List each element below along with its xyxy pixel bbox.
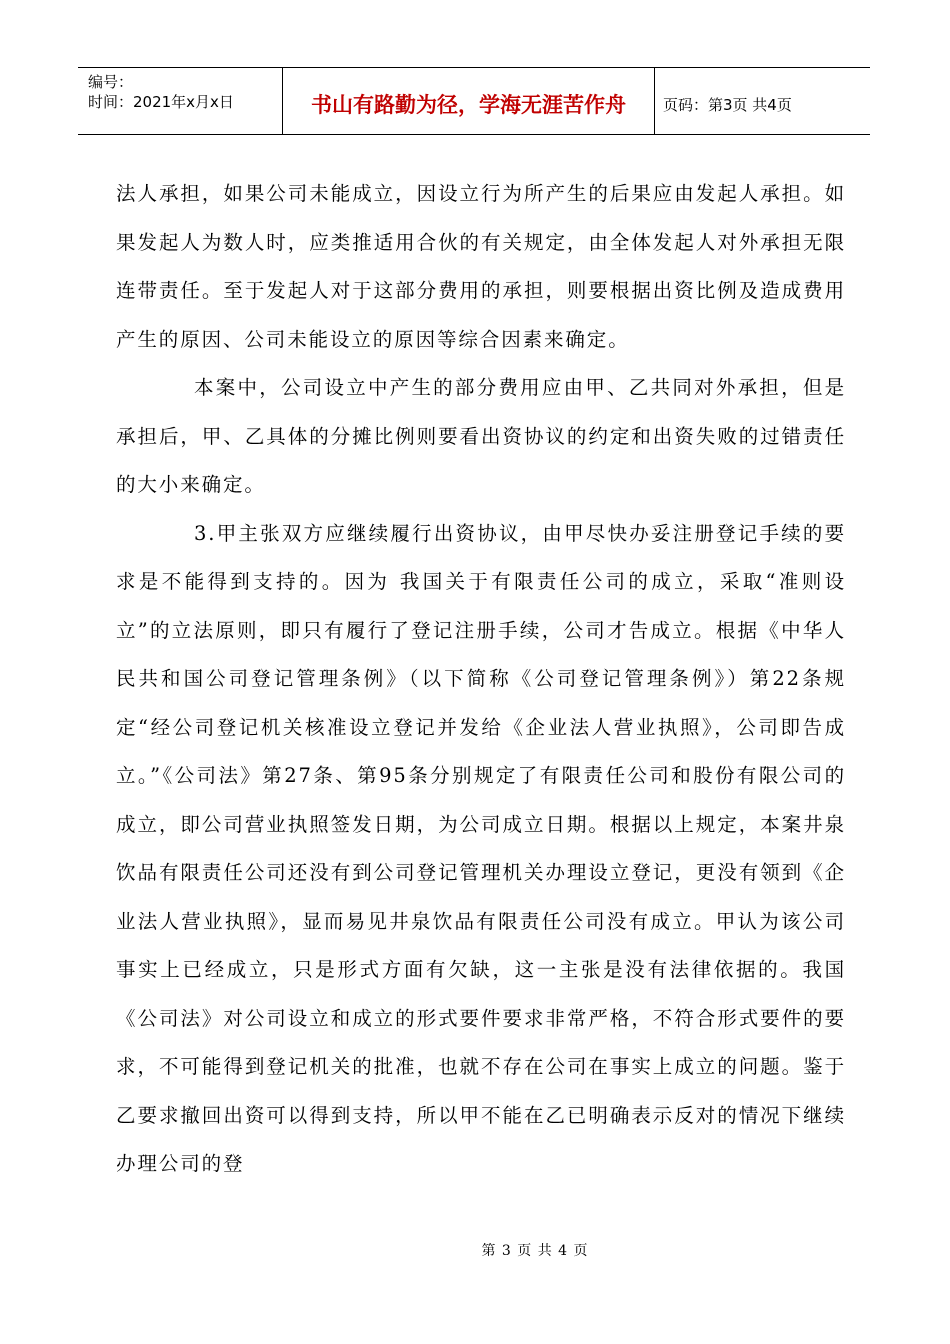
- header-motto: 书山有路勤为径，学海无涯苦作舟: [283, 68, 655, 134]
- header-page-info: 页码：第3页 共4页: [663, 95, 792, 114]
- document-number-label: 编号：: [88, 73, 134, 91]
- document-date: 时间：2021年x月x日: [88, 93, 234, 111]
- header-meta: [78, 68, 283, 134]
- page-footer: 第 3 页 共 4 页: [481, 1243, 589, 1259]
- document-body: [116, 170, 846, 1189]
- paragraph: 3.甲主张双方应继续履行出资协议，由甲尽快办妥注册登记手续的要求是不能得到支持的。因为 我国关于有限责任公司的成立，采取“准则设立”的立法原则，即只有履行了登记注册手续，公司才告成立。根据《中华人民共和国公司登记管理条例》（以下简称《公司登记管理条例》）第22条规定“经公司登记机关核准设立登记并发给《企业法人营业执照》，公司即告成立。”《公司法》第27条、第95条分别规定了有限责任公司和股份有限公司的成立，即公司营业执照签发日期，为公司成立日期。根据以上规定，本案井泉饮品有限责任公司还没有到公司登记管理机关办理设立登记，更没有领到《企业法人营业执照》，显而易见井泉饮品有限责任公司没有成立。甲认为该公司事实上已经成立，只是形式方面有欠缺，这一主张是没有法律依据的。我国《公司法》对公司设立和成立的形式要件要求非常严格，不符合形式要件的要求，不可能得到登记机关的批准，也就不存在公司在事实上成立的问题。鉴于乙要求撤回出资可以得到支持，所以甲不能在乙已明确表示反对的情况下继续办理公司的登: [116, 521, 846, 1175]
- page-header: [78, 67, 870, 135]
- paragraph: 法人承担，如果公司未能成立，因设立行为所产生的后果应由发起人承担。如果发起人为数人时，应类推适用合伙的有关规定，由全体发起人对外承担无限连带责任。至于发起人对于这部分费用的承担，则要根据出资比例及造成费用产生的原因、公司未能设立的原因等综合因素来确定。: [116, 182, 846, 351]
- paragraph: 本案中，公司设立中产生的部分费用应由甲、乙共同对外承担，但是承担后，甲、乙具体的分摊比例则要看出资协议的约定和出资失败的过错责任的大小来确定。: [116, 376, 846, 496]
